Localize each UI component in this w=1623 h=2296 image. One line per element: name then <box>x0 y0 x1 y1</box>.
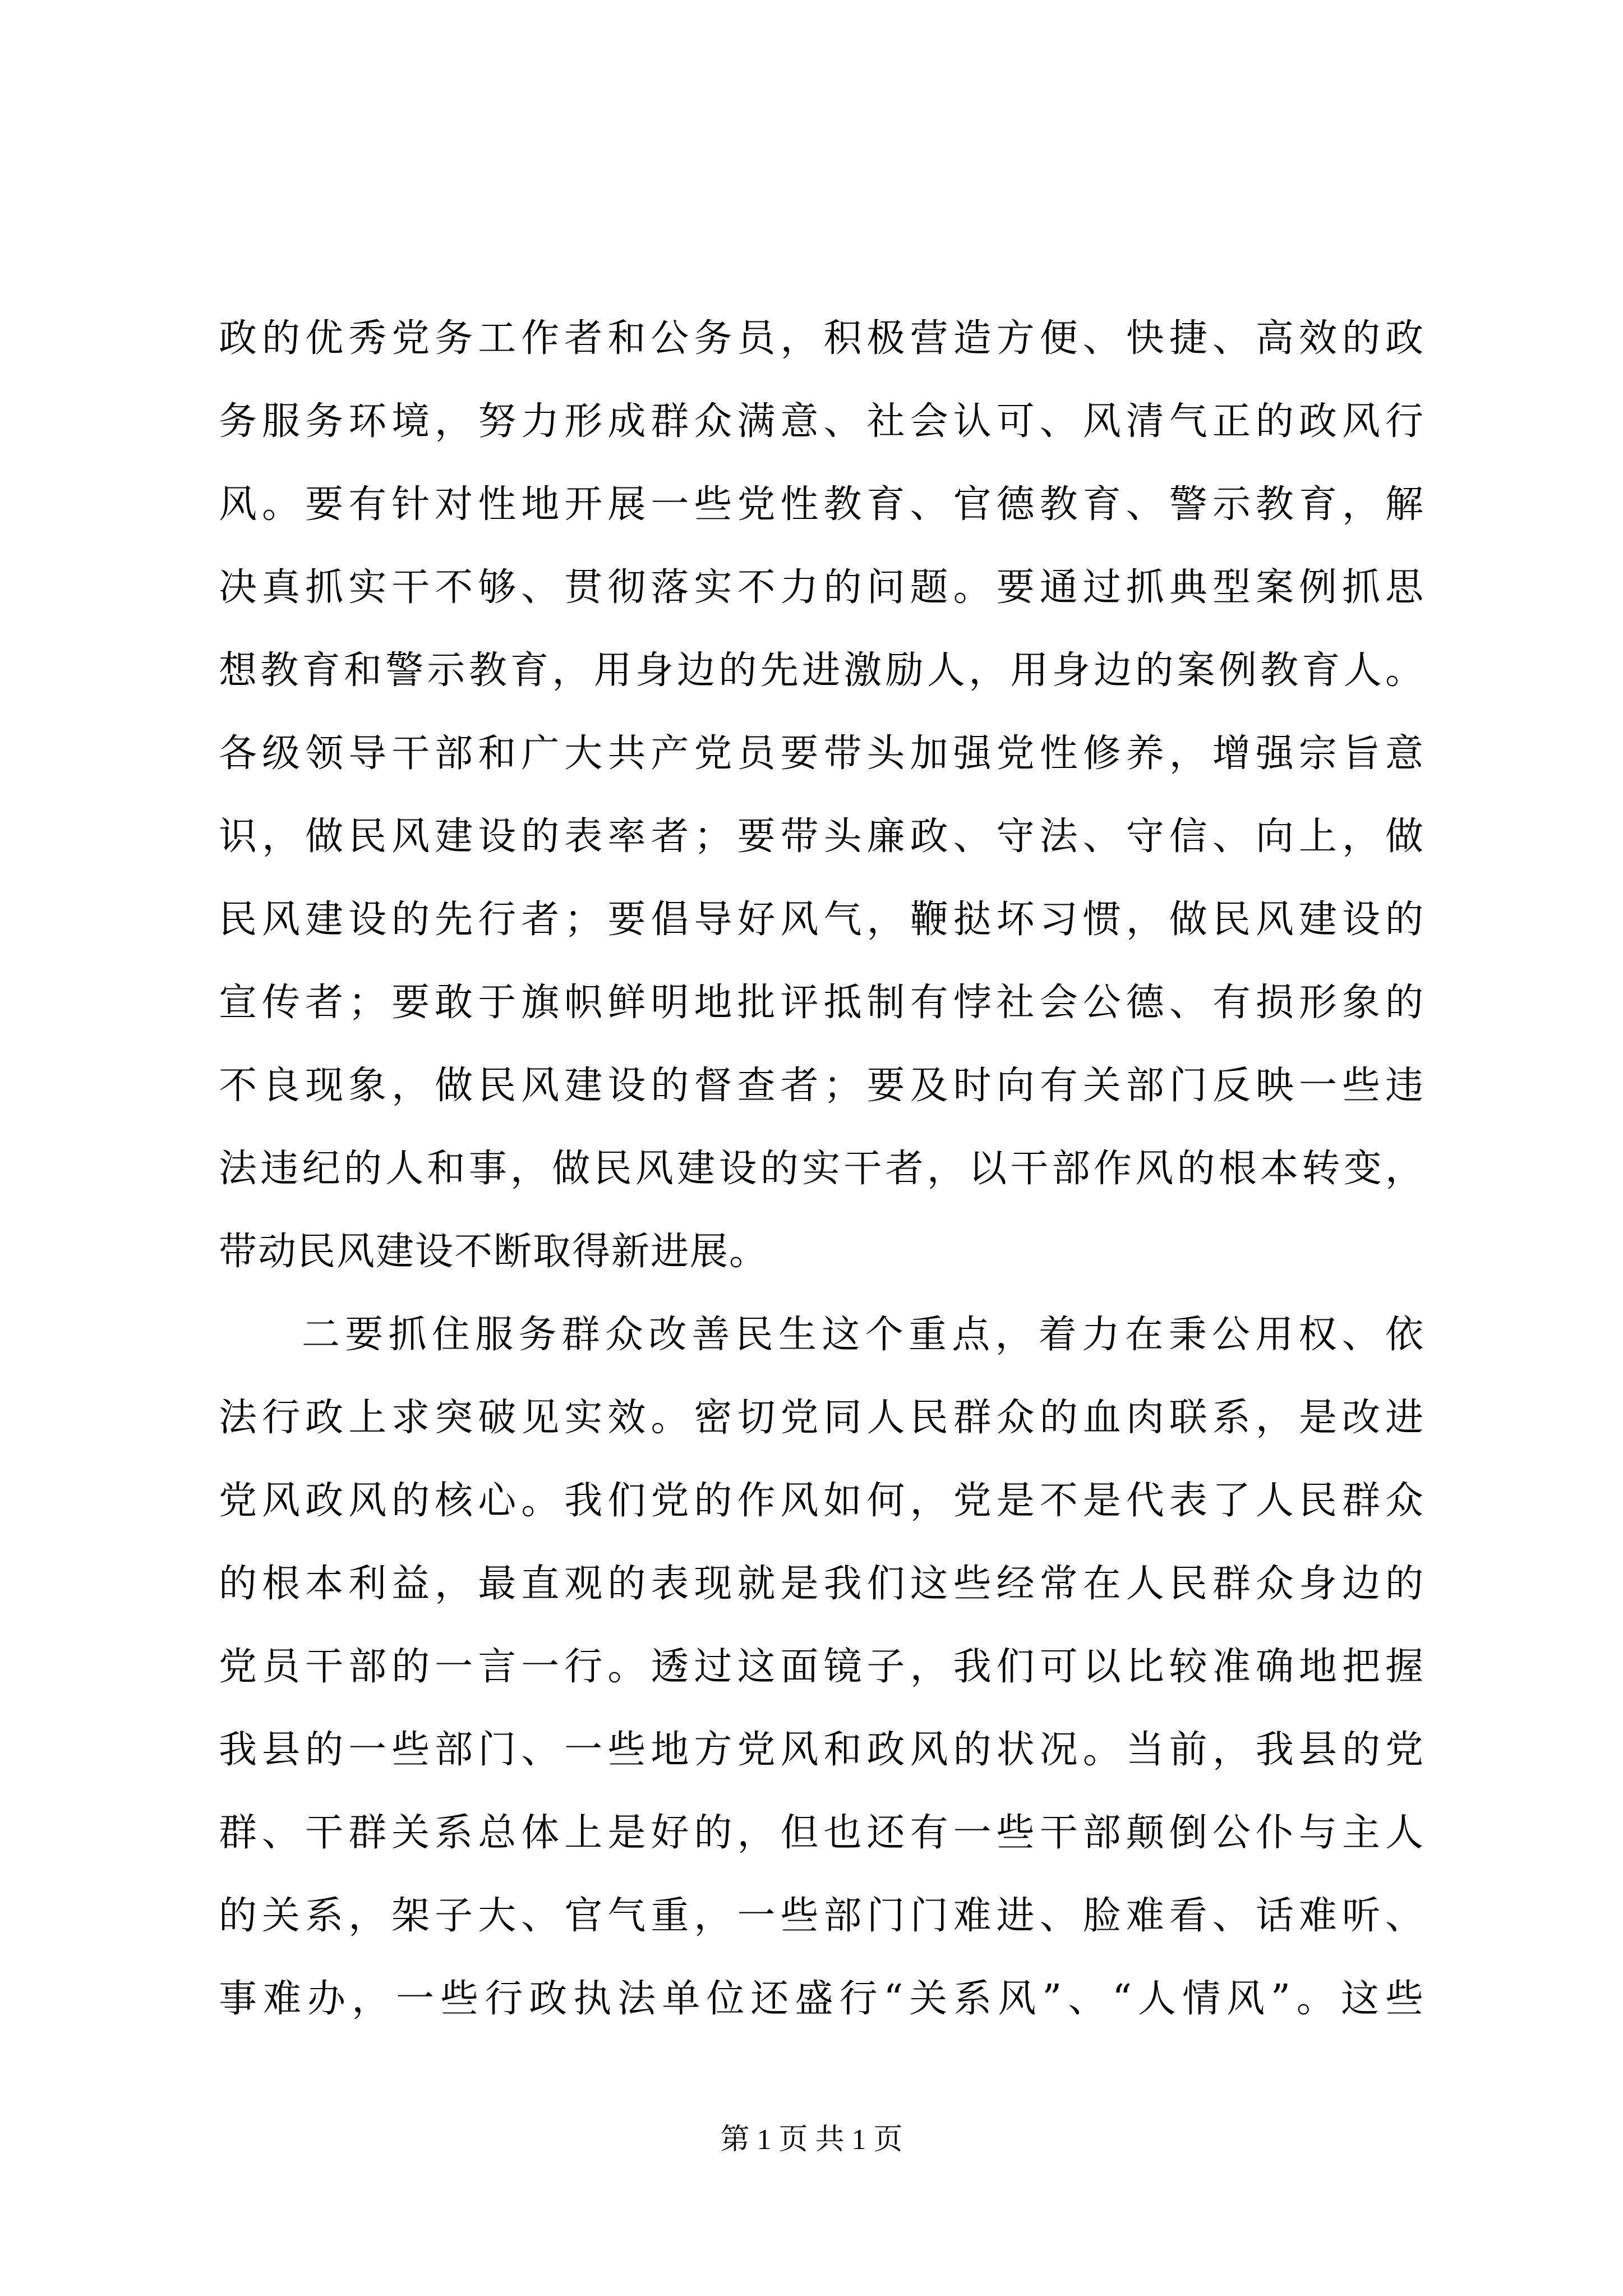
paragraph-2 <box>219 1294 1424 2041</box>
text-line: 的关系，架子大、官气重，一些部门门难进、脸难看、话难听、 <box>219 1894 1424 1938</box>
text-line: 宣传者；要敢于旗帜鲜明地批评抵制有悖社会公德、有损形象的 <box>219 981 1424 1025</box>
text-line: 党员干部的一言一行。透过这面镜子，我们可以比较准确地把握 <box>219 1645 1424 1689</box>
text-line: 法违纪的人和事，做民风建设的实干者，以干部作风的根本转变， <box>219 1147 1424 1191</box>
text-line: 识，做民风建设的表率者；要带头廉政、守法、守信、向上，做 <box>219 815 1424 859</box>
text-line: 决真抓实干不够、贯彻落实不力的问题。要通过抓典型案例抓思 <box>219 565 1424 610</box>
text-line: 事难办，一些行政执法单位还盛行“关系风”、“人情风”。这些 <box>219 1977 1424 2021</box>
text-line: 政的优秀党务工作者和公务员，积极营造方便、快捷、高效的政 <box>219 316 1424 361</box>
text-line: 带动民风建设不断取得新进展。 <box>219 1230 769 1274</box>
text-line: 法行政上求突破见实效。密切党同人民群众的血肉联系，是改进 <box>219 1396 1424 1440</box>
text-line: 不良现象，做民风建设的督查者；要及时向有关部门反映一些违 <box>219 1064 1424 1108</box>
page-number-footer: 第 1 页 共 1 页 <box>720 2124 903 2156</box>
text-line: 民风建设的先行者；要倡导好风气，鞭挞坏习惯，做民风建设的 <box>219 898 1424 942</box>
text-line: 群、干群关系总体上是好的，但也还有一些干部颠倒公仆与主人 <box>219 1811 1424 1855</box>
text-line: 我县的一些部门、一些地方党风和政风的状况。当前，我县的党 <box>219 1728 1424 1772</box>
text-line: 务服务环境，努力形成群众满意、社会认可、风清气正的政风行 <box>219 399 1424 444</box>
text-line: 党风政风的核心。我们党的作风如何，党是不是代表了人民群众 <box>219 1479 1424 1523</box>
text-line: 二要抓住服务群众改善民生这个重点，着力在秉公用权、依 <box>302 1313 1424 1357</box>
text-line: 各级领导干部和广大共产党员要带头加强党性修养，增强宗旨意 <box>219 731 1424 776</box>
paragraph-1 <box>219 297 1424 1294</box>
text-line: 风。要有针对性地开展一些党性教育、官德教育、警示教育，解 <box>219 482 1424 527</box>
text-line: 的根本利益，最直观的表现就是我们这些经常在人民群众身边的 <box>219 1562 1424 1606</box>
text-line: 想教育和警示教育，用身边的先进激励人，用身边的案例教育人。 <box>219 648 1424 693</box>
body-text <box>219 297 1424 2041</box>
